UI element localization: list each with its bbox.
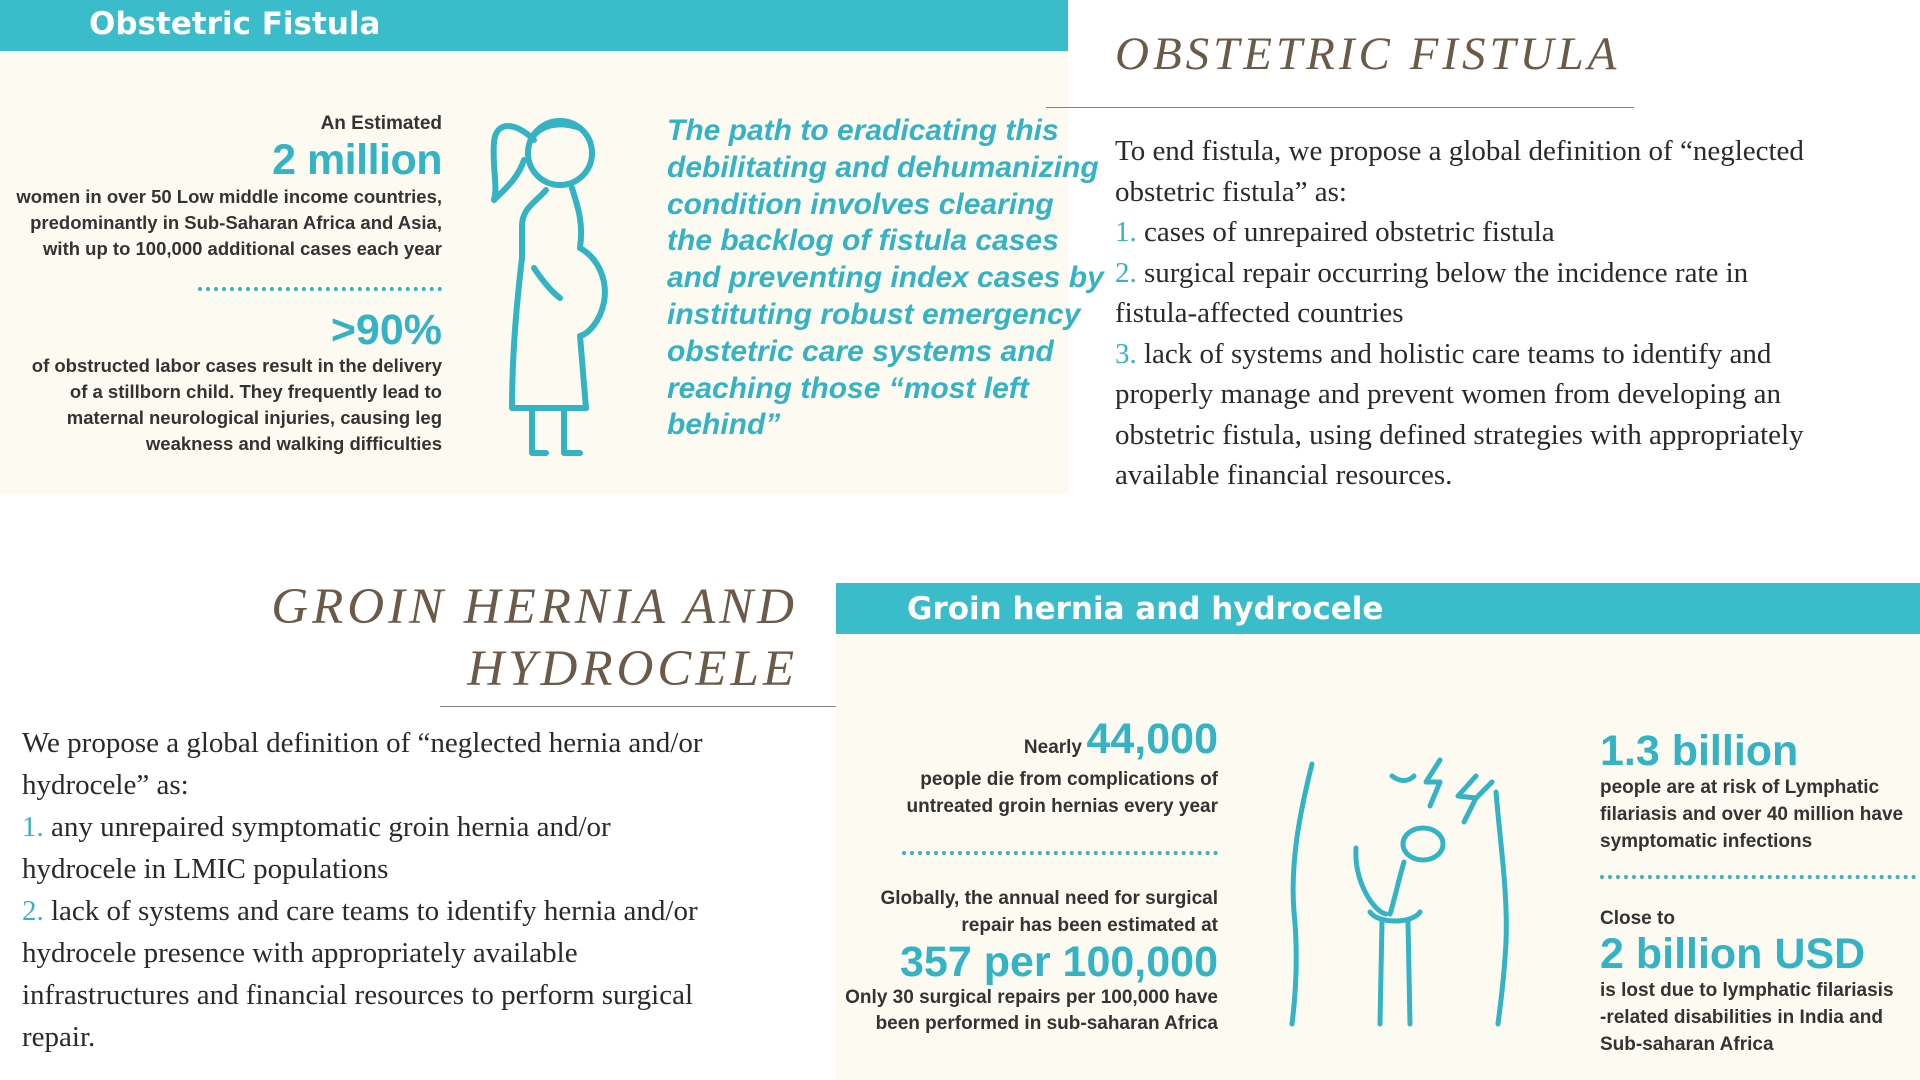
- hernia-stat-surgical-need: [845, 885, 1218, 1037]
- fistula-item-2-line: fistula-affected countries: [1115, 297, 1404, 329]
- fistula-item-1: [1115, 212, 1915, 253]
- hernia-stat3-desc-line: people are at risk of Lymphatic: [1600, 777, 1880, 798]
- fistula-quote-line: condition involves clearing: [667, 187, 1054, 221]
- hernia-stat1-label: Nearly: [1023, 737, 1083, 758]
- hernia-stat1-desc-line: untreated groin hernias every year: [906, 796, 1218, 817]
- fistula-title: OBSTETRIC FISTULA: [1115, 28, 1621, 80]
- hernia-item-2-line: infrastructures and financial resources to perform surgical: [22, 979, 694, 1011]
- hernia-item-1-line: hydrocele in LMIC populations: [22, 853, 389, 885]
- hernia-title-rule: [440, 706, 872, 707]
- fistula-dotted-divider: [198, 287, 442, 291]
- groin-pain-icon: [1280, 752, 1530, 1030]
- hernia-stat3-desc-line: symptomatic infections: [1600, 831, 1813, 852]
- fistula-item-1-line: cases of unrepaired obstetric fistula: [1144, 216, 1555, 248]
- pregnant-woman-icon: [480, 108, 625, 463]
- fistula-stat1-desc: [16, 184, 442, 262]
- fistula-item-2: [1115, 253, 1915, 294]
- fistula-title-rule: [1046, 107, 1634, 108]
- fistula-stat1-desc-line: with up to 100,000 additional cases each year: [43, 238, 442, 259]
- fistula-quote-line: obstetric care systems and: [667, 334, 1054, 368]
- hernia-stat2-desc-line: Only 30 surgical repairs per 100,000 have: [845, 987, 1218, 1008]
- fistula-item-2-line: surgical repair occurring below the incidence rate in: [1144, 256, 1749, 289]
- fistula-stat-obstructed: [32, 307, 442, 457]
- fistula-item-3-number: 3.: [1115, 337, 1137, 370]
- fistula-quote-line: debilitating and dehumanizing: [667, 150, 1099, 184]
- hernia-stat4-desc-line: -related disabilities in India and: [1600, 1007, 1883, 1028]
- fistula-item-1-number: 1.: [1115, 216, 1137, 248]
- hernia-stat-filariasis-cost: [1600, 907, 1894, 1058]
- hernia-panel-header-text: Groin hernia and hydrocele: [907, 591, 1384, 627]
- fistula-quote-line: and preventing index cases by: [667, 261, 1104, 295]
- hernia-item-1-number: 1.: [22, 811, 44, 843]
- fistula-quote-line: behind”: [667, 408, 781, 442]
- fistula-quote-line: instituting robust emergency: [667, 297, 1081, 331]
- fistula-quote-line: reaching those “most left: [667, 371, 1029, 405]
- hernia-stat2-desc: [845, 985, 1218, 1037]
- hernia-dotted-divider-left: [902, 851, 1218, 855]
- fistula-stat1-label: An Estimated: [320, 113, 442, 134]
- hernia-stat2-pre-line: Globally, the annual need for surgical: [880, 888, 1218, 909]
- hernia-stat4-label: Close to: [1600, 908, 1675, 929]
- hernia-stat4-desc-line: Sub-saharan Africa: [1600, 1034, 1774, 1055]
- hernia-stat2-value: 357 per 100,000: [900, 938, 1218, 986]
- fistula-panel-header-text: Obstetric Fistula: [89, 6, 381, 42]
- hernia-title-line: HYDROCELE: [467, 641, 798, 697]
- hernia-item-1: [22, 806, 822, 848]
- fistula-intro-line: To end fistula, we propose a global definition of “neglected: [1115, 135, 1804, 167]
- hernia-item-2-line: lack of systems and care teams to identify hernia and/or: [51, 895, 698, 927]
- fistula-item-3-line: obstetric fistula, using defined strategies with appropriately: [1115, 418, 1804, 451]
- hernia-title-line: GROIN HERNIA AND: [271, 579, 798, 635]
- hernia-stat3-desc-line: filariasis and over 40 million have: [1600, 804, 1904, 825]
- hernia-panel-header: [836, 583, 1920, 634]
- fistula-item-3-line: properly manage and prevent women from developing an: [1115, 378, 1781, 410]
- hernia-item-2: [22, 890, 822, 932]
- hernia-stat4-value: 2 billion USD: [1600, 930, 1866, 978]
- fistula-item-3: [1115, 334, 1915, 375]
- hernia-stat2-pre-line: repair has been estimated at: [961, 915, 1218, 936]
- hernia-stat1-desc: [906, 766, 1218, 820]
- fistula-item-3-line: lack of systems and holistic care teams to identify and: [1144, 337, 1772, 370]
- hernia-intro-line: We propose a global definition of “neglected hernia and/or: [22, 727, 703, 759]
- fistula-stat2-desc-line: maternal neurological injuries, causing leg: [66, 407, 442, 428]
- fistula-quote: [667, 113, 1104, 444]
- fistula-stat2-desc-line: weakness and walking difficulties: [145, 433, 442, 454]
- fistula-item-3-line: available financial resources.: [1115, 459, 1453, 491]
- fistula-stat1-desc-line: women in over 50 Low middle income countries,: [16, 186, 442, 207]
- fistula-stat2-desc-line: of obstructed labor cases result in the delivery: [31, 355, 442, 376]
- hernia-item-2-line: hydrocele presence with appropriately available: [22, 937, 578, 969]
- hernia-item-2-line: repair.: [22, 1021, 96, 1053]
- hernia-stat1-desc-line: people die from complications of: [920, 769, 1218, 790]
- fistula-stat1-value: 2 million: [272, 136, 442, 184]
- hernia-stat-filariasis-risk: [1600, 728, 1903, 855]
- fistula-item-2-number: 2.: [1115, 256, 1137, 289]
- fistula-definition: [1115, 131, 1915, 496]
- hernia-dotted-divider-right: [1600, 875, 1916, 879]
- hernia-intro-line: hydrocele” as:: [22, 769, 189, 801]
- fistula-stat2-value: >90%: [330, 306, 442, 354]
- hernia-stat1-value: 44,000: [1086, 715, 1218, 763]
- hernia-stat2-pre: [845, 885, 1218, 939]
- fistula-quote-line: the backlog of fistula cases: [667, 224, 1059, 258]
- fistula-stat2-desc: [32, 353, 442, 457]
- hernia-stat3-desc: [1600, 774, 1903, 855]
- fistula-panel-header: [0, 0, 1068, 51]
- fistula-stat2-desc-line: of a stillborn child. They frequently lead to: [69, 381, 442, 402]
- hernia-stat4-desc: [1600, 977, 1894, 1058]
- fistula-quote-line: The path to eradicating this: [667, 114, 1059, 147]
- hernia-item-1-line: any unrepaired symptomatic groin hernia and/or: [51, 811, 611, 843]
- hernia-definition: [22, 722, 822, 1058]
- hernia-title: [271, 576, 798, 700]
- fistula-stat1-desc-line: predominantly in Sub-Saharan Africa and Asia,: [30, 212, 442, 233]
- hernia-item-2-number: 2.: [22, 895, 44, 927]
- hernia-stat-deaths: [906, 716, 1218, 820]
- fistula-intro-line: obstetric fistula” as:: [1115, 175, 1347, 208]
- hernia-stat3-value: 1.3 billion: [1600, 727, 1799, 775]
- hernia-stat2-desc-line: been performed in sub-saharan Africa: [875, 1013, 1218, 1034]
- fistula-stat-estimated: [16, 112, 442, 262]
- hernia-stat4-desc-line: is lost due to lymphatic filariasis: [1600, 980, 1894, 1001]
